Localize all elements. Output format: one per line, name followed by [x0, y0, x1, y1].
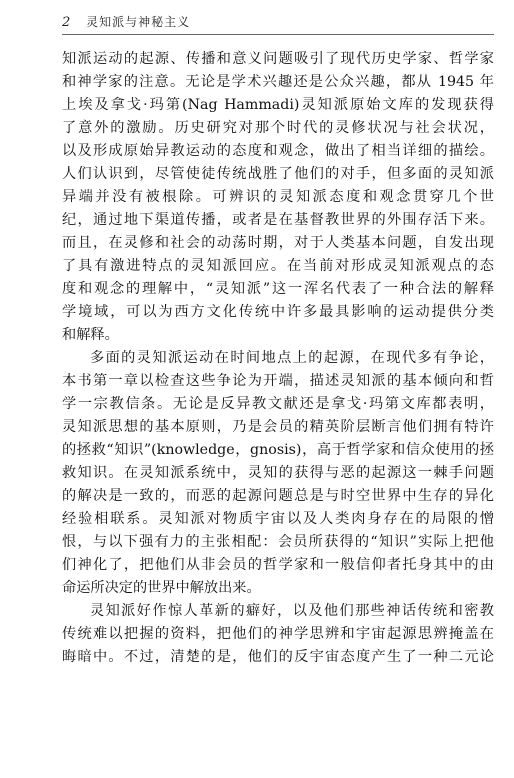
- text-line: 学一宗教信条。无论是反异教文献还是拿戈·玛第文库都表明，: [62, 396, 494, 412]
- text-line: 恨，与以下强有力的主张相配：会员所获得的“知识”实际上把他: [62, 534, 494, 550]
- text-line: 经验相联系。灵知派对物质宇宙以及人类肉身存在的局限的憎: [62, 511, 494, 527]
- text-line: 人们认识到，尽管使徒传统战胜了他们的对手，但多面的灵知派: [62, 166, 494, 182]
- text-line: 以及形成原始异教运动的态度和观念，做出了相当详细的描绘。: [62, 143, 494, 159]
- text-line: 的解决是一致的，而恶的起源问题总是与时空世界中生存的异化: [62, 488, 494, 504]
- text-line: 灵知派好作惊人革新的癖好，以及他们那些神话传统和密教: [90, 603, 494, 619]
- text-line: 多面的灵知派运动在时间地点上的起源，在现代多有争论，: [90, 350, 494, 366]
- text-line: 命运所决定的世界中解放出来。: [62, 580, 261, 596]
- running-header: [62, 14, 190, 31]
- text-line: 学境域，可以为西方文化传统中许多最具影响的运动提供分类: [62, 304, 494, 320]
- text-line: 上埃及拿戈·玛第(Nag Hammadi)灵知派原始文库的发现获得: [62, 97, 494, 113]
- text-line: 本书第一章以检查这些争论为开端，描述灵知派的基本倾向和哲: [62, 373, 494, 389]
- text-line: 传统难以把握的资料，把他们的神学思辨和宇宙起源思辨掩盖在: [62, 626, 494, 642]
- header-divider: [62, 34, 494, 35]
- text-line: 和神学家的注意。无论是学术兴趣还是公众兴趣，都从 1945 年: [62, 74, 494, 90]
- text-line: 救知识。在灵知派系统中，灵知的获得与恶的起源这一棘手问题: [62, 465, 494, 481]
- text-line: 灵知派思想的基本原则，乃是会员的精英阶层断言他们拥有特许: [62, 419, 494, 435]
- text-line: 的拯救“知识”(knowledge，gnosis)，高于哲学家和信众使用的拯: [62, 442, 494, 458]
- text-line: 晦暗中。不过，清楚的是，他们的反宇宙态度产生了一种二元论: [62, 649, 494, 665]
- page-number: 2: [62, 15, 71, 30]
- text-line: 度和观念的理解中，“灵知派”这一浑名代表了一种合法的解释: [62, 281, 494, 297]
- text-line: 异端并没有被根除。可辨识的灵知派态度和观念贯穿几个世: [62, 189, 494, 205]
- text-line: 知派运动的起源、传播和意义问题吸引了现代历史学家、哲学家: [62, 51, 494, 67]
- body-text: [62, 48, 494, 669]
- text-line: 了具有激进特点的灵知派回应。在当前对形成灵知派观点的态: [62, 258, 494, 274]
- text-line: 们神化了，把他们从非会员的哲学家和一般信仰者托身其中的由: [62, 557, 494, 573]
- text-line: 纪，通过地下渠道传播，或者是在基督教世界的外围存活下来。: [62, 212, 494, 228]
- header-title: 灵知派与神秘主义: [86, 15, 191, 29]
- text-line: 和解释。: [62, 327, 119, 343]
- text-line: 而且，在灵修和社会的动荡时期，对于人类基本问题，自发出现: [62, 235, 494, 251]
- text-line: 了意外的激励。历史研究对那个时代的灵修状况与社会状况，: [62, 120, 494, 136]
